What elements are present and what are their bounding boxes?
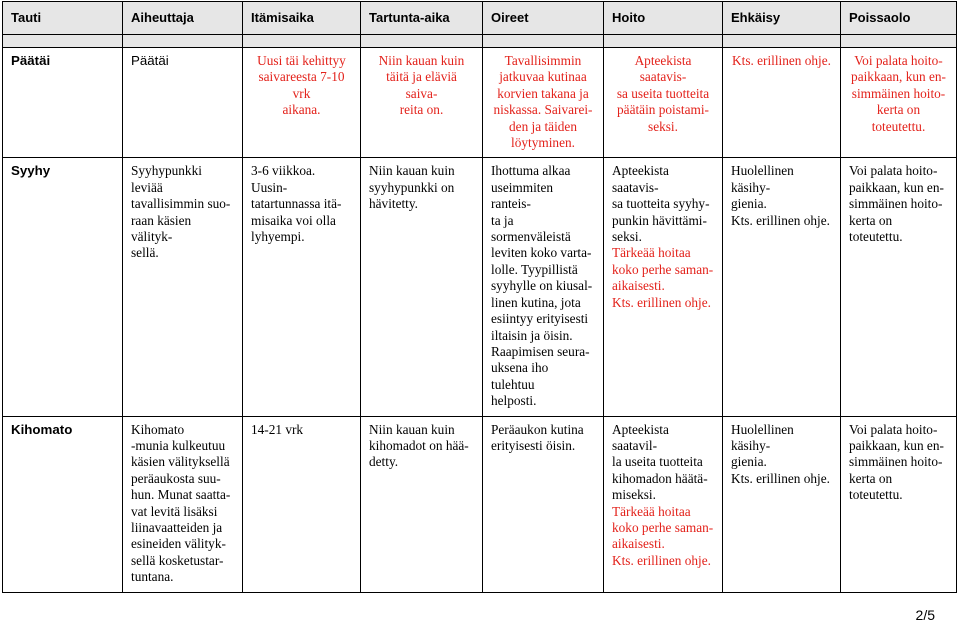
symptoms-cell: Tavallisimmin jatkuvaa kutinaa korvien takana ja niskassa. Saivarei- den ja täiden löytyminen. bbox=[483, 48, 604, 158]
treatment-cell bbox=[604, 158, 723, 416]
page-number: 2/5 bbox=[915, 607, 935, 623]
header-cell: Oireet bbox=[483, 2, 604, 35]
cause-cell: Syyhypunkki leviää tavallisimmin suo- raan käsien välityk- sellä. bbox=[123, 158, 243, 416]
table-row bbox=[3, 48, 957, 158]
header-cell: Itämisaika bbox=[243, 2, 361, 35]
symptoms-cell: Ihottuma alkaa useimmiten ranteis- ta ja sormenväleistä leviten koko varta- lolle. Tyypillistä syyhylle on kiusal- linen kutina, jota esiintyy erityisesti iltaisin ja öisin. Raapimisen seura- uksena iho tulehtuu helposti. bbox=[483, 158, 604, 416]
infectious-period-cell: Niin kauan kuin syyhypunkki on hävitetty. bbox=[361, 158, 483, 416]
incubation-cell: 3-6 viikkoa. Uusin- tatartunnassa itä- misaika voi olla lyhyempi. bbox=[243, 158, 361, 416]
treatment-text: Apteekista saatavil- la useita tuotteita kihomadon häätä- miseksi. bbox=[612, 421, 708, 503]
header-cell: Tartunta-aika bbox=[361, 2, 483, 35]
cause-cell: Kihomato -munia kulkeutuu käsien välityksellä peräaukosta suu- hun. Munat saatta- vat levitä lisäksi liinavaatteiden ja esineiden välityk- sellä kosketustar- tuntana. bbox=[123, 416, 243, 592]
absence-cell: Voi palata hoito- paikkaan, kun en- simmäinen hoito- kerta on toteutettu. bbox=[841, 158, 957, 416]
header-cell: Hoito bbox=[604, 2, 723, 35]
header-spacer-row bbox=[3, 35, 957, 48]
header-cell: Poissaolo bbox=[841, 2, 957, 35]
table-row bbox=[3, 416, 957, 592]
symptoms-cell: Peräaukon kutina erityisesti öisin. bbox=[483, 416, 604, 592]
header-cell: Ehkäisy bbox=[723, 2, 841, 35]
treatment-cell: Apteekista saatavis- sa useita tuotteita päätäin poistami- seksi. bbox=[604, 48, 723, 158]
incubation-cell: Uusi täi kehittyy saivareesta 7-10 vrk aikana. bbox=[243, 48, 361, 158]
treatment-note: Tärkeää hoitaa koko perhe saman- aikaisesti. Kts. erillinen ohje. bbox=[612, 245, 714, 310]
treatment-cell bbox=[604, 416, 723, 592]
disease-table bbox=[2, 1, 957, 593]
absence-cell: Voi palata hoito- paikkaan, kun en- simmäinen hoito- kerta on toteutettu. bbox=[841, 48, 957, 158]
infectious-period-cell: Niin kauan kuin täitä ja eläviä saiva- reita on. bbox=[361, 48, 483, 158]
incubation-cell: 14-21 vrk bbox=[243, 416, 361, 592]
disease-name: Kihomato bbox=[3, 416, 123, 592]
disease-name: Päätäi bbox=[3, 48, 123, 158]
table-row bbox=[3, 158, 957, 416]
treatment-note: Tärkeää hoitaa koko perhe saman- aikaisesti. Kts. erillinen ohje. bbox=[612, 503, 714, 568]
infectious-period-cell: Niin kauan kuin kihomadot on hää- detty. bbox=[361, 416, 483, 592]
cause-cell: Päätäi bbox=[123, 48, 243, 158]
disease-name: Syyhy bbox=[3, 158, 123, 416]
treatment-text: Apteekista saatavis- sa tuotteita syyhy- punkin hävittämi- seksi. bbox=[612, 163, 710, 245]
table-header-row bbox=[3, 2, 957, 35]
prevention-cell: Kts. erillinen ohje. bbox=[723, 48, 841, 158]
header-cell: Tauti bbox=[3, 2, 123, 35]
absence-cell: Voi palata hoito- paikkaan, kun en- simmäinen hoito- kerta on toteutettu. bbox=[841, 416, 957, 592]
header-cell: Aiheuttaja bbox=[123, 2, 243, 35]
prevention-cell: Huolellinen käsihy- gienia. Kts. erillinen ohje. bbox=[723, 158, 841, 416]
prevention-cell: Huolellinen käsihy- gienia. Kts. erillinen ohje. bbox=[723, 416, 841, 592]
